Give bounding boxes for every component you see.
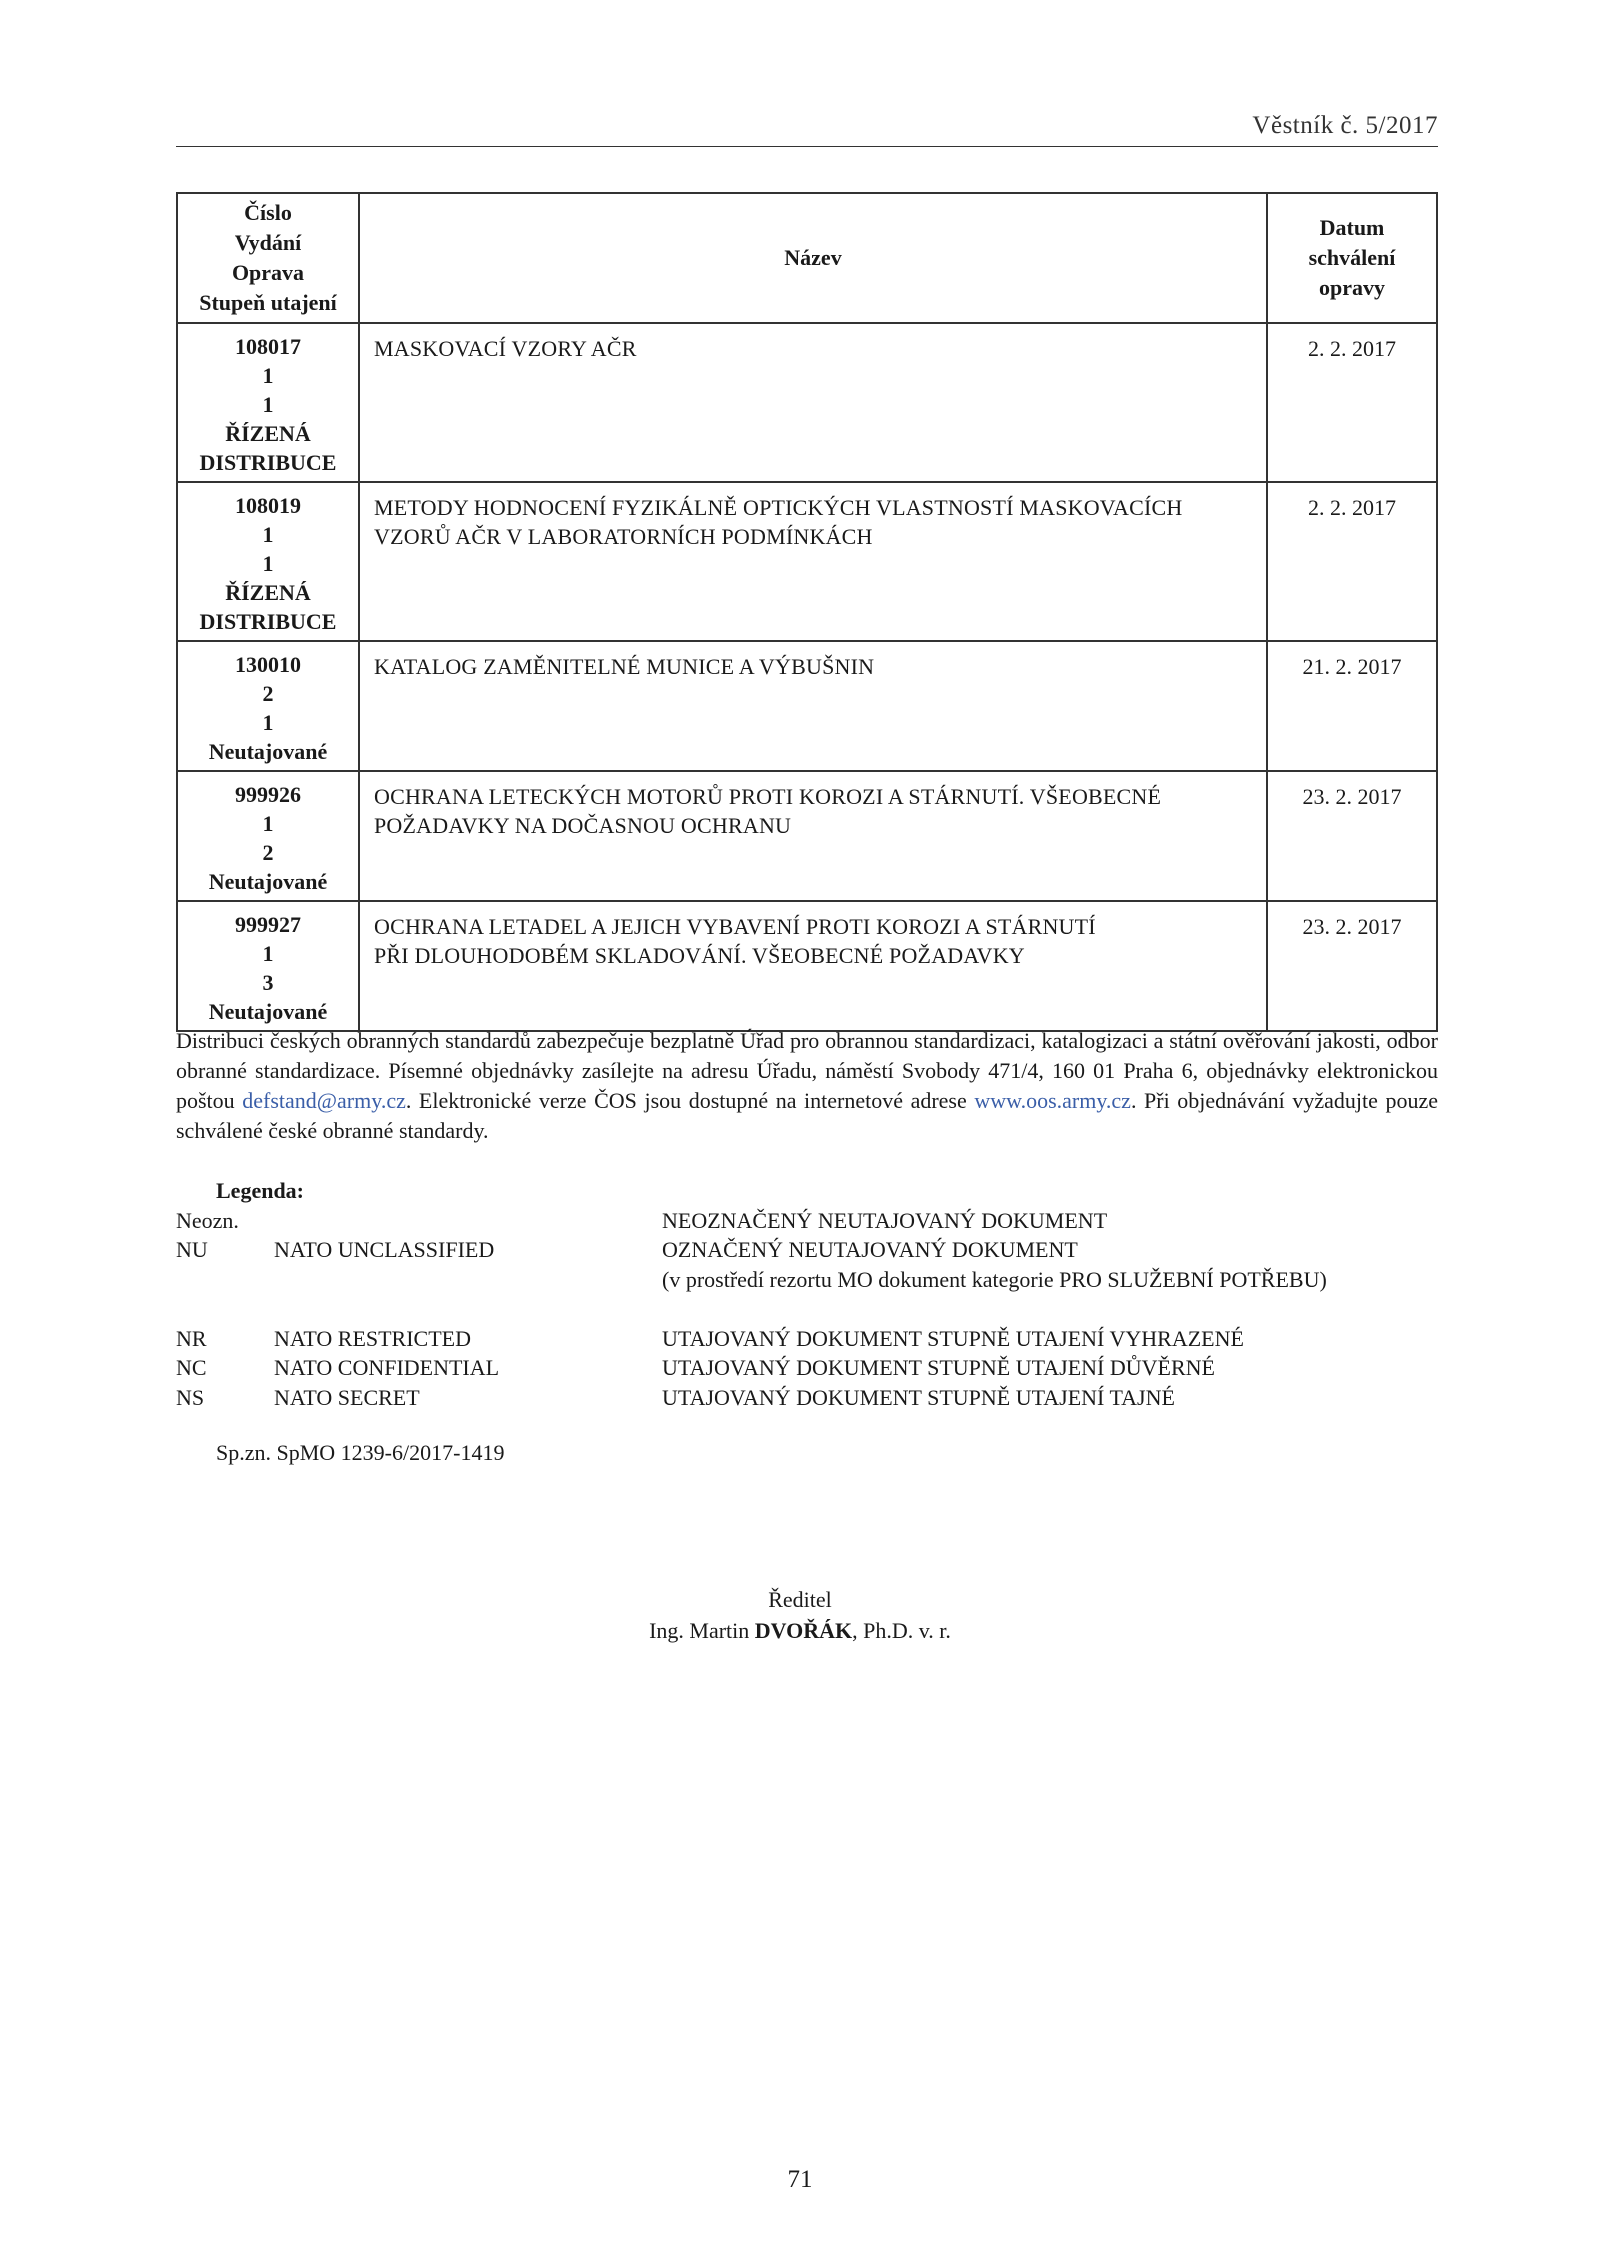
page-number: 71 [787, 2166, 813, 2193]
row-date-cell: 23. 2. 2017 [1267, 771, 1437, 901]
row-id-cell: 999927 1 3 Neutajované [177, 901, 359, 1031]
table-row [177, 482, 1437, 641]
legend-row: NS NATO SECRET UTAJOVANÝ DOKUMENT STUPNĚ UTAJENÍ TAJNÉ [176, 1384, 1175, 1410]
standards-table [176, 192, 1438, 1032]
legend-row: Neozn. NEOZNAČENÝ NEUTAJOVANÝ DOKUMENT [176, 1207, 1108, 1233]
legend-row: NR NATO RESTRICTED UTAJOVANÝ DOKUMENT STUPNĚ UTAJENÍ VYHRAZENÉ [176, 1325, 1244, 1351]
row-id-cell: 130010 2 1 Neutajované [177, 641, 359, 771]
row-title-cell: OCHRANA LETECKÝCH MOTORŮ PROTI KOROZI A STÁRNUTÍ. VŠEOBECNÉ POŽADAVKY NA DOČASNOU OCHRANU [359, 771, 1267, 901]
row-date-cell: 2. 2. 2017 [1267, 323, 1437, 482]
row-date-cell: 21. 2. 2017 [1267, 641, 1437, 771]
row-title-cell: MASKOVACÍ VZORY AČR [359, 323, 1267, 482]
header-cislo: Číslo Vydání Oprava Stupeň utajení [177, 193, 359, 323]
signature-surname: DVOŘÁK [754, 1618, 853, 1643]
row-id-cell: 108017 1 1 ŘÍZENÁ DISTRIBUCE [177, 323, 359, 482]
issue-label: Věstník č. 5/2017 [1252, 112, 1438, 139]
header-datum: Datum schválení opravy [1267, 193, 1437, 323]
legend-row: (v prostředí rezortu MO dokument kategorie PRO SLUŽEBNÍ POTŘEBU) [662, 1266, 1327, 1292]
email-link[interactable]: defstand@army.cz [242, 1088, 406, 1113]
row-date-cell: 2. 2. 2017 [1267, 482, 1437, 641]
legend [176, 1176, 1438, 1412]
website-link[interactable]: www.oos.army.cz [974, 1088, 1131, 1113]
header-nazev: Název [359, 193, 1267, 323]
table-row [177, 901, 1437, 1031]
legend-row: NU NATO UNCLASSIFIED OZNAČENÝ NEUTAJOVANÝ DOKUMENT [176, 1237, 1078, 1262]
row-title-cell: METODY HODNOCENÍ FYZIKÁLNĚ OPTICKÝCH VLASTNOSTÍ MASKOVACÍCH VZORŮ AČR V LABORATORNÍCH PODMÍNKÁCH [359, 482, 1267, 641]
legend-title: Legenda: [216, 1178, 304, 1203]
row-title-cell: OCHRANA LETADEL A JEJICH VYBAVENÍ PROTI KOROZI A STÁRNUTÍ PŘI DLOUHODOBÉM SKLADOVÁNÍ. VŠEOBECNÉ POŽADAVKY [359, 901, 1267, 1031]
table-row [177, 323, 1437, 482]
signature-name: Ing. Martin DVOŘÁK, Ph.D. v. r. [649, 1618, 951, 1643]
legend-row: NC NATO CONFIDENTIAL UTAJOVANÝ DOKUMENT STUPNĚ UTAJENÍ DŮVĚRNÉ [176, 1355, 1215, 1380]
row-id-cell: 999926 1 2 Neutajované [177, 771, 359, 901]
reference-number: Sp.zn. SpMO 1239-6/2017-1419 [216, 1440, 505, 1465]
row-id-cell: 108019 1 1 ŘÍZENÁ DISTRIBUCE [177, 482, 359, 641]
signature-role: Ředitel [768, 1587, 832, 1612]
table-header-row [177, 193, 1437, 323]
row-date-cell: 23. 2. 2017 [1267, 901, 1437, 1031]
table-row [177, 641, 1437, 771]
page-header [176, 112, 1438, 147]
row-title-cell: KATALOG ZAMĚNITELNÉ MUNICE A VÝBUŠNIN [359, 641, 1267, 771]
distribution-paragraph: Distribuci českých obranných standardů zabezpečuje bezplatně Úřad pro obrannou standardizaci, katalogizaci a státní ověřování jakosti, odbor obranné standardizace. Písemné objednávky zasílejte na adresu Úřadu, náměstí Svobody 471/4, 160 01 Praha 6, objednávky elektronickou poštou defstand@army.cz. Elektronické verze ČOS jsou dostupné na internetové adrese www.oos.army.cz. Při objednávání vyžadujte pouze schválené české obranné standardy. [176, 1028, 1438, 1143]
table-row [177, 771, 1437, 901]
